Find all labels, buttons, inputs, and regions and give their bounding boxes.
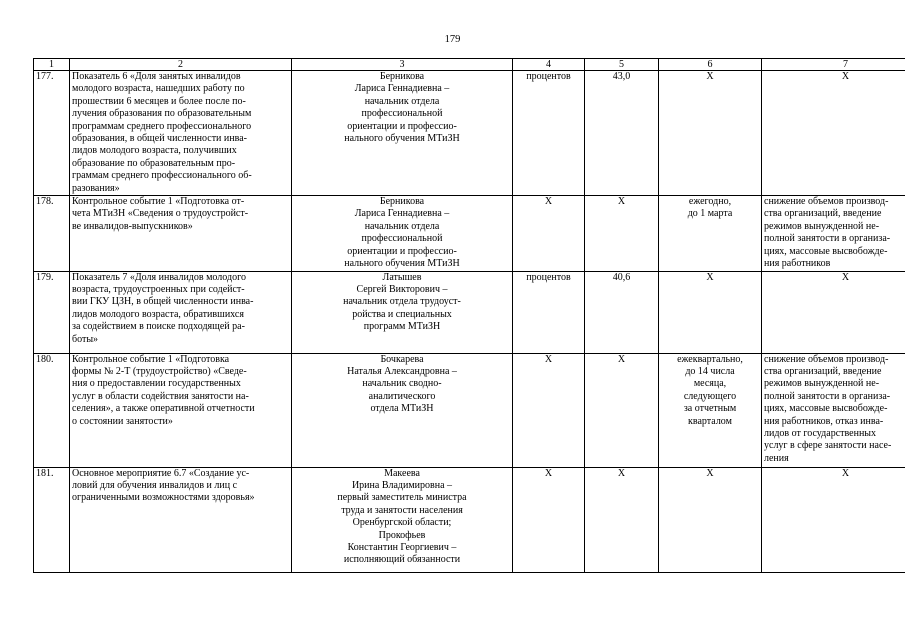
description-line: ве инвалидов-выпускников» [72, 220, 193, 232]
description-line: лидов молодого возраста, получивших [72, 145, 237, 157]
deadline-line: до 14 числа [685, 365, 735, 377]
risk-line: режимов вынужденной не- [764, 378, 880, 390]
description-line: формы № 2-Т (трудоустройство) «Сведе- [72, 365, 247, 377]
description-line: селения», а также оперативной отчетности [72, 403, 255, 415]
row-number: 179. [34, 271, 70, 353]
responsible-line: Макеева [384, 467, 420, 479]
responsible-cell [292, 467, 513, 572]
responsible-line: Наталья Александровна – [347, 365, 457, 377]
header-col-7: 7 [762, 59, 905, 71]
risk-cell [762, 353, 905, 467]
risk-line: услуг в сфере занятости насе- [764, 440, 892, 452]
description-line: Показатель 7 «Доля инвалидов молодого [72, 271, 246, 283]
risk-line: Х [841, 271, 850, 283]
risk-line: циях, массовые высвобожде- [764, 245, 888, 257]
deadline-line: следующего [683, 390, 737, 402]
deadline-line: кварталом [688, 415, 732, 427]
responsible-line: ройства и специальных [352, 308, 452, 320]
column-number-header [34, 59, 905, 71]
deadline-line: за отчетным [683, 403, 737, 415]
value-cell: Х [585, 353, 659, 467]
responsible-line: Латышев [382, 271, 422, 283]
responsible-line: начальник сводно- [362, 378, 442, 390]
responsible-line: ориентации и профессио- [347, 120, 457, 132]
responsible-line: труда и занятости населения [341, 504, 463, 516]
description-line: программам среднего профессионального [72, 120, 252, 132]
deadline-line: ежеквартально, [677, 353, 743, 365]
header-col-3: 3 [292, 59, 513, 71]
description-line: Контрольное событие 1 «Подготовка от- [72, 196, 245, 208]
risk-line: режимов вынужденной не- [764, 220, 880, 232]
responsible-line: Ирина Владимировна – [351, 479, 453, 491]
risk-line: ния работников [764, 258, 831, 270]
header-col-5: 5 [585, 59, 659, 71]
description-line: боты» [72, 333, 99, 345]
responsible-line: Оренбургской области; [352, 517, 452, 529]
risk-line: лидов от государственных [764, 427, 877, 439]
value-cell: Х [585, 196, 659, 271]
value-cell: 40,6 [585, 271, 659, 353]
table-row [34, 271, 905, 353]
description-line: образование по образовательным про- [72, 157, 236, 169]
table-row [34, 196, 905, 271]
description-line: за содействием в поиске подходящей ра- [72, 321, 245, 333]
responsible-cell [292, 271, 513, 353]
risk-line: ства организаций, введение [764, 365, 882, 377]
responsible-line: начальник отдела трудоуст- [343, 296, 461, 308]
description-line: чета МТиЗН «Сведения о трудоустройст- [72, 208, 249, 220]
unit-cell: процентов [513, 271, 585, 353]
description-line: разования» [72, 182, 120, 194]
row-number: 177. [34, 71, 70, 196]
deadline-cell [659, 353, 762, 467]
unit-cell: Х [513, 353, 585, 467]
responsible-line: Сергей Викторович – [356, 283, 448, 295]
responsible-cell [292, 196, 513, 271]
unit-cell: Х [513, 196, 585, 271]
responsible-line: нального обучения МТиЗН [344, 133, 460, 145]
description-cell [70, 467, 292, 572]
description-line: Контрольное событие 1 «Подготовка [72, 353, 230, 365]
description-line: лидов молодого возраста, обратившихся [72, 308, 244, 320]
risk-line: снижение объемов производ- [764, 196, 889, 208]
responsible-line: начальник отдела [364, 95, 440, 107]
description-line: молодого возраста, нашедших работу по [72, 83, 245, 95]
header-col-6: 6 [659, 59, 762, 71]
row-number: 180. [34, 353, 70, 467]
description-line: Показатель 6 «Доля занятых инвалидов [72, 71, 241, 82]
description-line: образования, в общей численности инва- [72, 133, 247, 145]
deadline-cell [659, 271, 762, 353]
responsible-line: начальник отдела [364, 220, 440, 232]
risk-cell [762, 271, 905, 353]
risk-line: ства организаций, введение [764, 208, 882, 220]
description-line: Основное мероприятие 6.7 «Создание ус- [72, 467, 250, 479]
responsible-cell [292, 353, 513, 467]
description-line: лучения образования по образовательным [72, 108, 252, 120]
header-col-1: 1 [34, 59, 70, 71]
unit-cell: Х [513, 467, 585, 572]
responsible-line: программ МТиЗН [363, 321, 441, 333]
responsible-cell [292, 71, 513, 196]
header-col-2: 2 [70, 59, 292, 71]
description-line: граммам среднего профессионального об- [72, 170, 252, 182]
description-line: о состоянии занятости» [72, 415, 173, 427]
value-cell: 43,0 [585, 71, 659, 196]
table-row [34, 467, 905, 572]
description-cell [70, 71, 292, 196]
responsible-line: аналитического [368, 390, 436, 402]
responsible-line: первый заместитель министра [337, 492, 467, 504]
deadline-line: ежегодно, [688, 196, 732, 208]
risk-line: снижение объемов производ- [764, 353, 889, 365]
page-number: 179 [444, 34, 461, 45]
risk-line: циях, массовые высвобожде- [764, 403, 888, 415]
description-line: возраста, трудоустроенных при содейст- [72, 283, 245, 295]
deadline-cell [659, 71, 762, 196]
responsible-line: Прокофьев [378, 529, 426, 541]
deadline-line: месяца, [693, 378, 727, 390]
risk-cell [762, 467, 905, 572]
responsible-line: Константин Георгиевич – [347, 541, 457, 553]
description-line: услуг в области содействия занятости на- [72, 390, 249, 402]
description-cell [70, 353, 292, 467]
responsible-line: Бочкарева [380, 353, 424, 365]
risk-line: ления [764, 452, 789, 464]
responsible-line: Берникова [379, 71, 425, 82]
risk-line: ния работников, отказ инва- [764, 415, 884, 427]
deadline-line: до 1 марта [687, 208, 733, 220]
description-line: ния о предоставлении государственных [72, 378, 241, 390]
deadline-cell [659, 467, 762, 572]
responsible-line: исполняющий обязанности [343, 554, 461, 566]
value-cell: Х [585, 467, 659, 572]
responsible-line: отдела МТиЗН [370, 403, 434, 415]
deadline-line: Х [706, 271, 714, 283]
description-line: ограниченными возможностями здоровья» [72, 492, 255, 504]
description-line: ловий для обучения инвалидов и лиц с [72, 479, 238, 491]
responsible-line: профессиональной [361, 108, 443, 120]
table-row [34, 71, 905, 196]
description-cell [70, 196, 292, 271]
row-number: 181. [34, 467, 70, 572]
deadline-line: Х [706, 467, 714, 479]
table-row [34, 353, 905, 467]
indicators-table [33, 58, 905, 573]
description-line: прошествии 6 месяцев и более после по- [72, 95, 246, 107]
deadline-cell [659, 196, 762, 271]
header-col-4: 4 [513, 59, 585, 71]
risk-line: Х [841, 71, 850, 82]
responsible-line: Лариса Геннадиевна – [354, 83, 450, 95]
risk-cell [762, 71, 905, 196]
responsible-line: Лариса Геннадиевна – [354, 208, 450, 220]
row-number: 178. [34, 196, 70, 271]
responsible-line: нального обучения МТиЗН [344, 258, 460, 270]
risk-line: полной занятости в организа- [764, 233, 891, 245]
unit-cell: процентов [513, 71, 585, 196]
risk-cell [762, 196, 905, 271]
risk-line: полной занятости в организа- [764, 390, 891, 402]
risk-line: Х [841, 467, 850, 479]
deadline-line: Х [706, 71, 714, 82]
responsible-line: профессиональной [361, 233, 443, 245]
responsible-line: Берникова [379, 196, 425, 208]
description-cell [70, 271, 292, 353]
description-line: вии ГКУ ЦЗН, в общей численности инва- [72, 296, 254, 308]
responsible-line: ориентации и профессио- [347, 245, 457, 257]
